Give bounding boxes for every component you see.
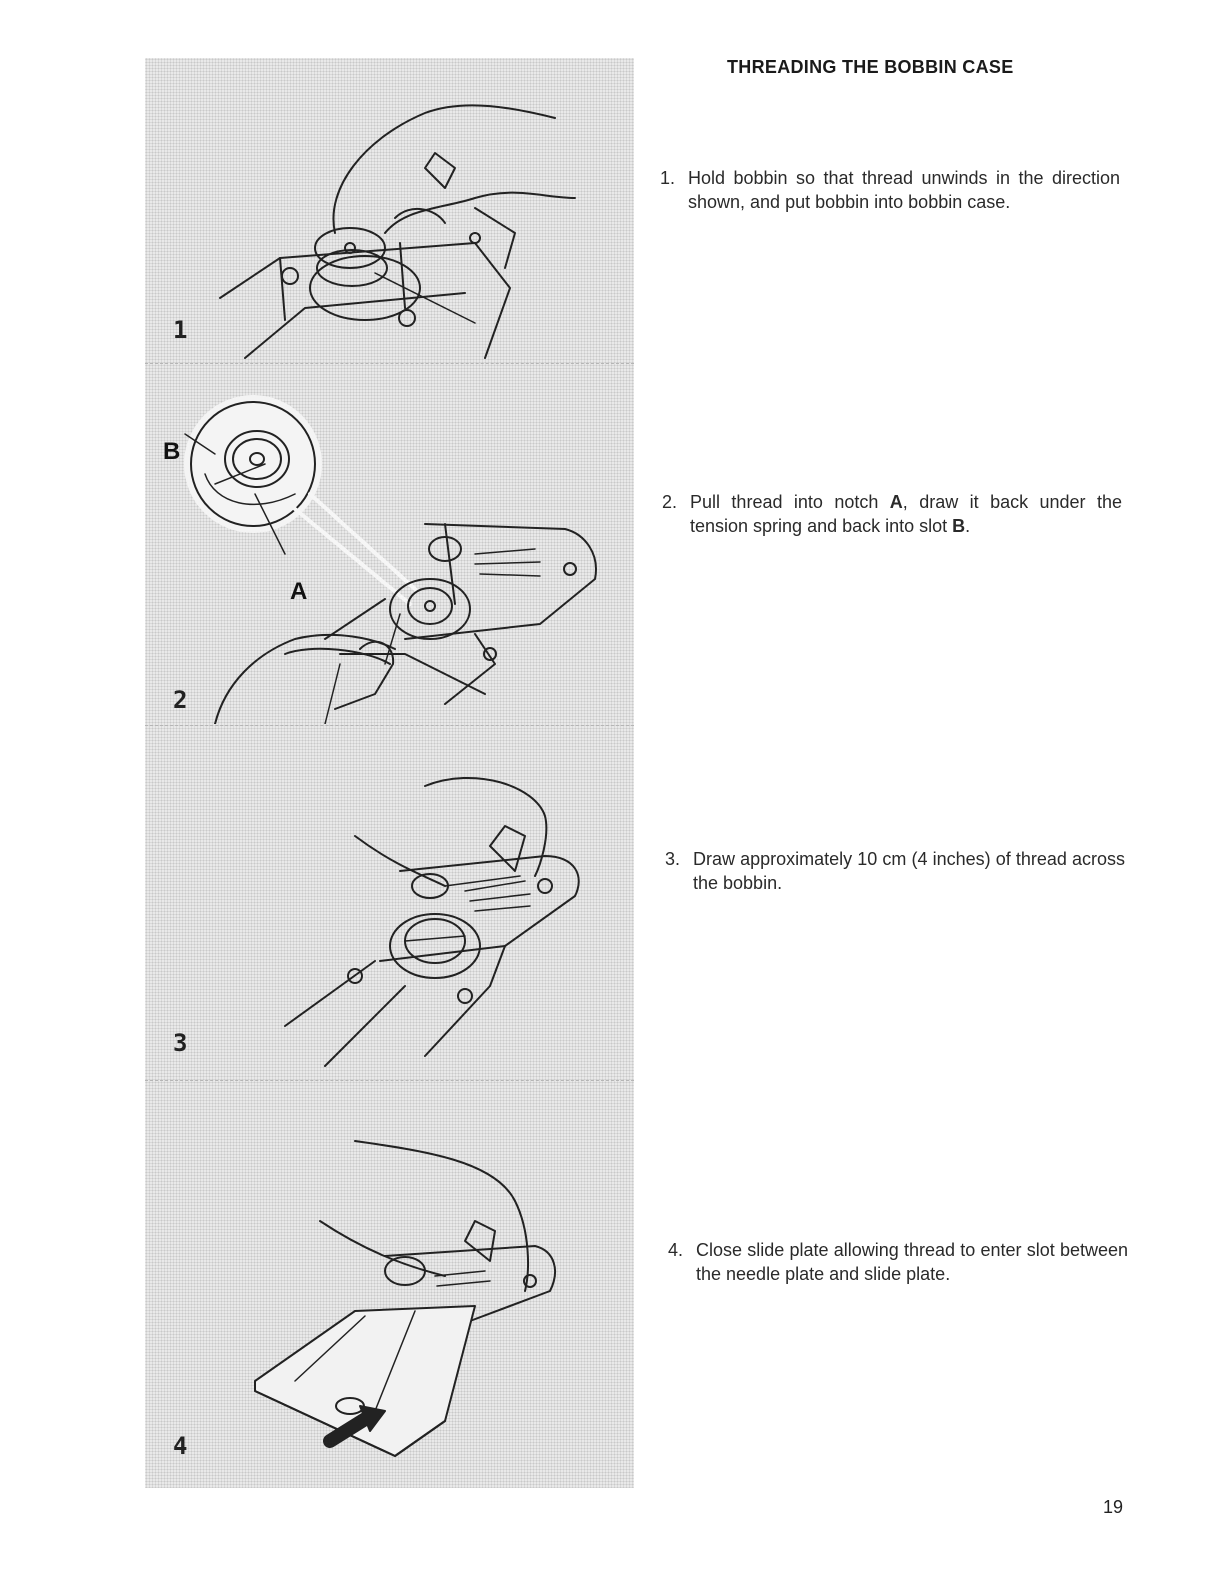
figure-4-number: 4	[173, 1432, 188, 1460]
figure-1	[145, 58, 634, 363]
step-2-text: Pull thread into notch A, draw it back under the tension spring and back into slot B.	[690, 492, 1122, 536]
figure-3	[145, 726, 634, 1076]
page-number: 19	[1103, 1497, 1124, 1517]
step-2-number: 2.	[662, 492, 678, 512]
page-heading: THREADING THE BOBBIN CASE	[727, 57, 1014, 77]
step-1	[660, 166, 1120, 214]
figure-4	[145, 1081, 634, 1488]
figure-1-drawing	[145, 58, 634, 363]
callout-b: B	[163, 438, 181, 465]
figure-4-drawing	[145, 1081, 634, 1488]
step-4	[668, 1238, 1128, 1286]
illustration-column	[145, 58, 634, 1488]
step-3	[665, 847, 1125, 895]
step-2	[662, 490, 1122, 538]
step-4-number: 4.	[668, 1240, 684, 1260]
step-3-number: 3.	[665, 849, 681, 869]
step-3-text: Draw approximately 10 cm (4 inches) of thread across the bobbin.	[693, 849, 1125, 893]
figure-3-number: 3	[173, 1029, 188, 1057]
figure-2-number: 2	[173, 686, 188, 714]
step-4-text: Close slide plate allowing thread to enter slot between the needle plate and slide plate.	[696, 1240, 1128, 1284]
callout-a: A	[290, 578, 308, 605]
step-1-text: Hold bobbin so that thread unwinds in the direction shown, and put bobbin into bobbin case.	[688, 168, 1120, 212]
figure-2	[145, 364, 634, 724]
figure-2-drawing	[145, 364, 634, 724]
figure-1-number: 1	[173, 316, 188, 344]
step-1-number: 1.	[660, 168, 676, 188]
figure-3-drawing	[145, 726, 634, 1076]
